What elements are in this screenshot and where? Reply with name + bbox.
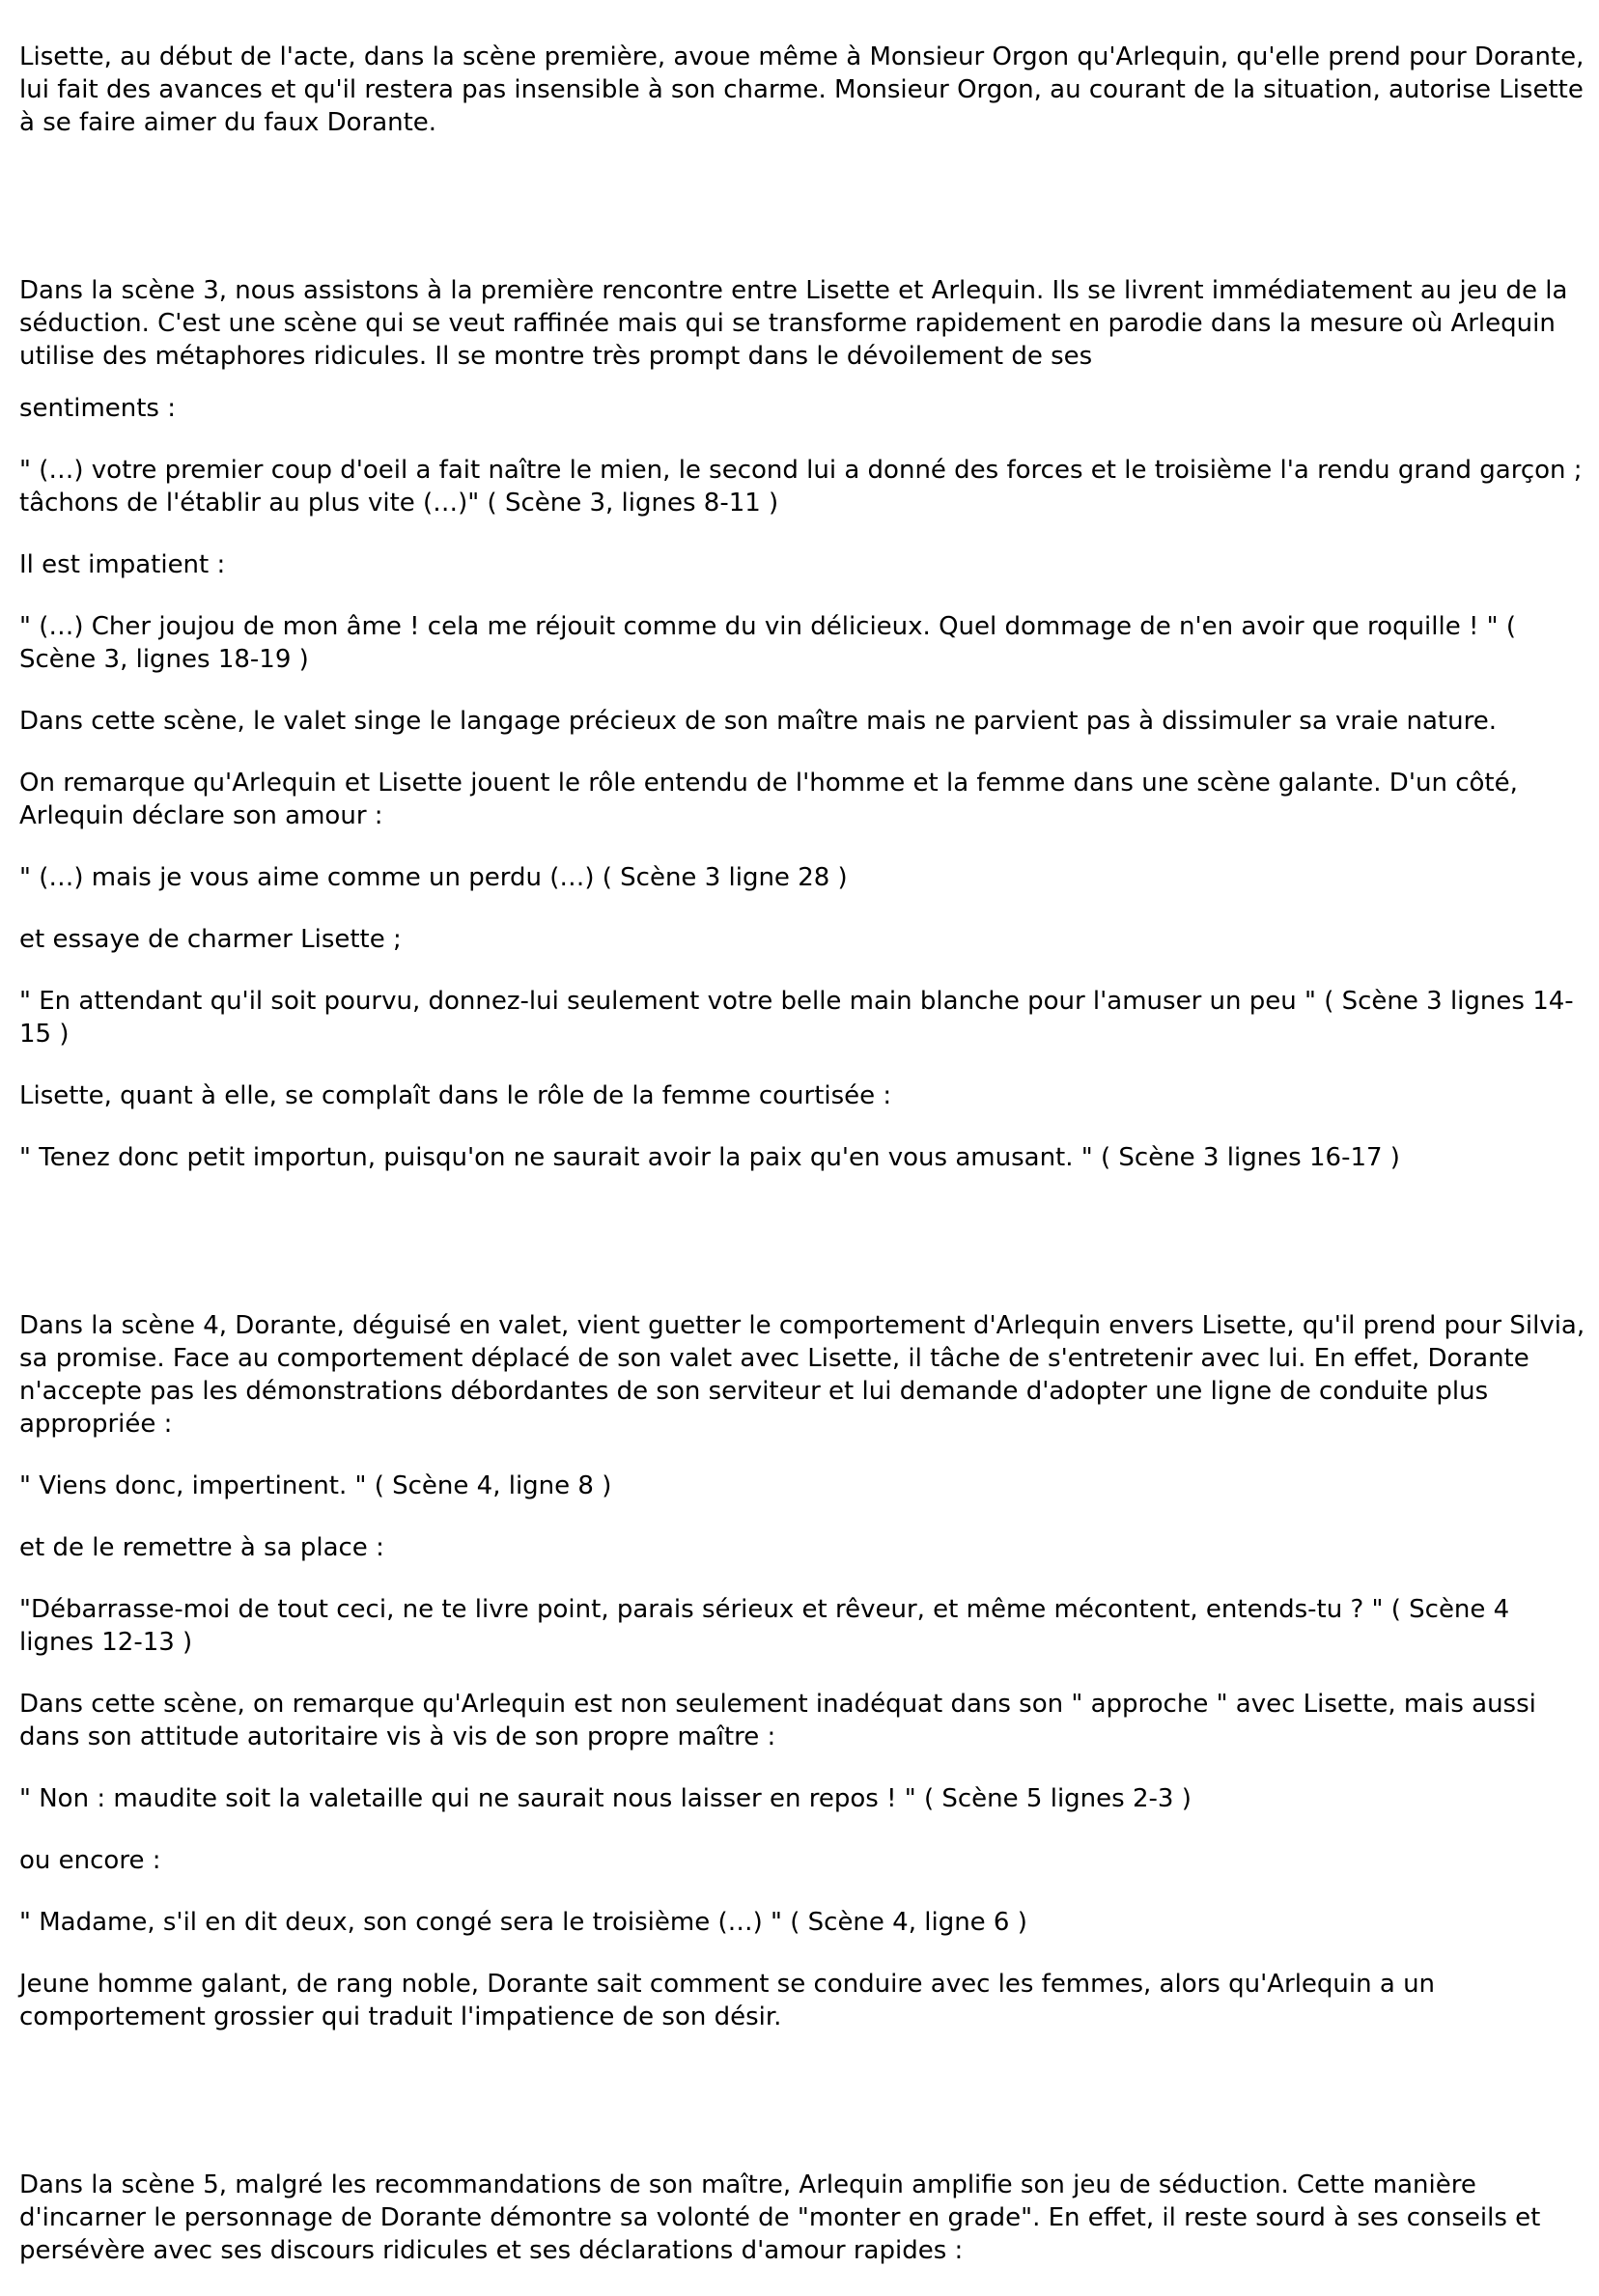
section-gap [19,1203,1589,1309]
quote-scene-4-lines-12-13: "Débarrasse-moi de tout ceci, ne te livre point, parais sérieux et rêveur, et même mécontent, entends-tu ? " ( Scène 4 lignes 12-13 ) [19,1595,1510,1657]
paragraph-sentiments: sentiments : [19,394,177,423]
paragraph-lisette-courtisee: Lisette, quant à elle, se complaît dans le rôle de la femme courtisée : [19,1081,892,1110]
quote-scene-4-line-6: " Madame, s'il en dit deux, son congé sera le troisième (…) " ( Scène 4, ligne 6 ) [19,1908,1027,1937]
document-page [19,41,1589,2296]
section-gap [19,168,1589,274]
paragraph-role-galant: On remarque qu'Arlequin et Lisette jouent le rôle entendu de l'homme et la femme dans une scène galante. D'un côté, Arlequin déclare son amour : [19,769,1518,830]
quote-scene-3-lines-14-15: " En attendant qu'il soit pourvu, donnez-lui seulement votre belle main blanche pour l'amuser un peu " ( Scène 3 lignes 14-15 ) [19,987,1574,1049]
paragraph-valet-singe: Dans cette scène, le valet singe le langage précieux de son maître mais ne parvient pas à dissimuler sa vraie nature. [19,707,1497,736]
paragraph-impatient: Il est impatient : [19,550,226,579]
paragraph-remettre-place: et de le remettre à sa place : [19,1533,384,1562]
paragraph-charmer-lisette: et essaye de charmer Lisette ; [19,925,402,954]
quote-scene-5-lines-2-3: " Non : maudite soit la valetaille qui ne saurait nous laisser en repos ! " ( Scène 5 lignes 2-3 ) [19,1784,1192,1813]
paragraph-dorante-galant: Jeune homme galant, de rang noble, Dorante sait comment se conduire avec les femmes, alors qu'Arlequin a un comportement grossier qui traduit l'impatience de son désir. [19,1970,1436,2031]
paragraph-scene-3-intro: Dans la scène 3, nous assistons à la première rencontre entre Lisette et Arlequin. Ils se livrent immédiatement au jeu de la séduction. C'est une scène qui se veut raffinée mais qui se transforme rapidement en parodie dans la mesure où Arlequin utilise des métaphores ridicules. Il se montre très prompt dans le dévoilement de ses [19,276,1568,371]
quote-scene-3-lines-8-11: " (…) votre premier coup d'oeil a fait naître le mien, le second lui a donné des forces et le troisième l'a rendu grand garçon ; tâchons de l'établir au plus vite (…)" ( Scène 3, lignes 8-11 ) [19,456,1583,518]
quote-scene-3-lines-18-19: " (…) Cher joujou de mon âme ! cela me réjouit comme du vin délicieux. Quel dommage de n'en avoir que roquille ! " ( Scène 3, lignes 18-19 ) [19,612,1517,674]
section-gap [19,2062,1589,2169]
paragraph-scene-4-intro: Dans la scène 4, Dorante, déguisé en valet, vient guetter le comportement d'Arlequin envers Lisette, qu'il prend pour Silvia, sa promise. Face au comportement déplacé de son valet avec Lisette, il tâche de s'entretenir avec lui. En effet, Dorante n'accepte pas les démonstrations débordantes de son serviteur et lui demande d'adopter une ligne de conduite plus appropriée : [19,1311,1585,1439]
paragraph-arlequin-inadequat: Dans cette scène, on remarque qu'Arlequin est non seulement inadéquat dans son " approche " avec Lisette, mais aussi dans son attitude autoritaire vis à vis de son propre maître : [19,1690,1536,1751]
quote-scene-3-line-28: " (…) mais je vous aime comme un perdu (…) ( Scène 3 ligne 28 ) [19,863,848,892]
paragraph-scene-5-intro: Dans la scène 5, malgré les recommandations de son maître, Arlequin amplifie son jeu de séduction. Cette manière d'incarner le personnage de Dorante démontre sa volonté de "monter en grade". En effet, il reste sourd à ses conseils et persévère avec ses discours ridicules et ses déclarations d'amour rapides : [19,2170,1541,2265]
quote-scene-4-line-8: " Viens donc, impertinent. " ( Scène 4, ligne 8 ) [19,1471,612,1500]
paragraph-intro-act: Lisette, au début de l'acte, dans la scène première, avoue même à Monsieur Orgon qu'Arlequin, qu'elle prend pour Dorante, lui fait des avances et qu'il restera pas insensible à son charme. Monsieur Orgon, au courant de la situation, autorise Lisette à se faire aimer du faux Dorante. [19,42,1585,137]
quote-scene-3-lines-16-17: " Tenez donc petit importun, puisqu'on ne saurait avoir la paix qu'en vous amusant. " ( Scène 3 lignes 16-17 ) [19,1143,1400,1172]
paragraph-ou-encore: ou encore : [19,1846,161,1875]
